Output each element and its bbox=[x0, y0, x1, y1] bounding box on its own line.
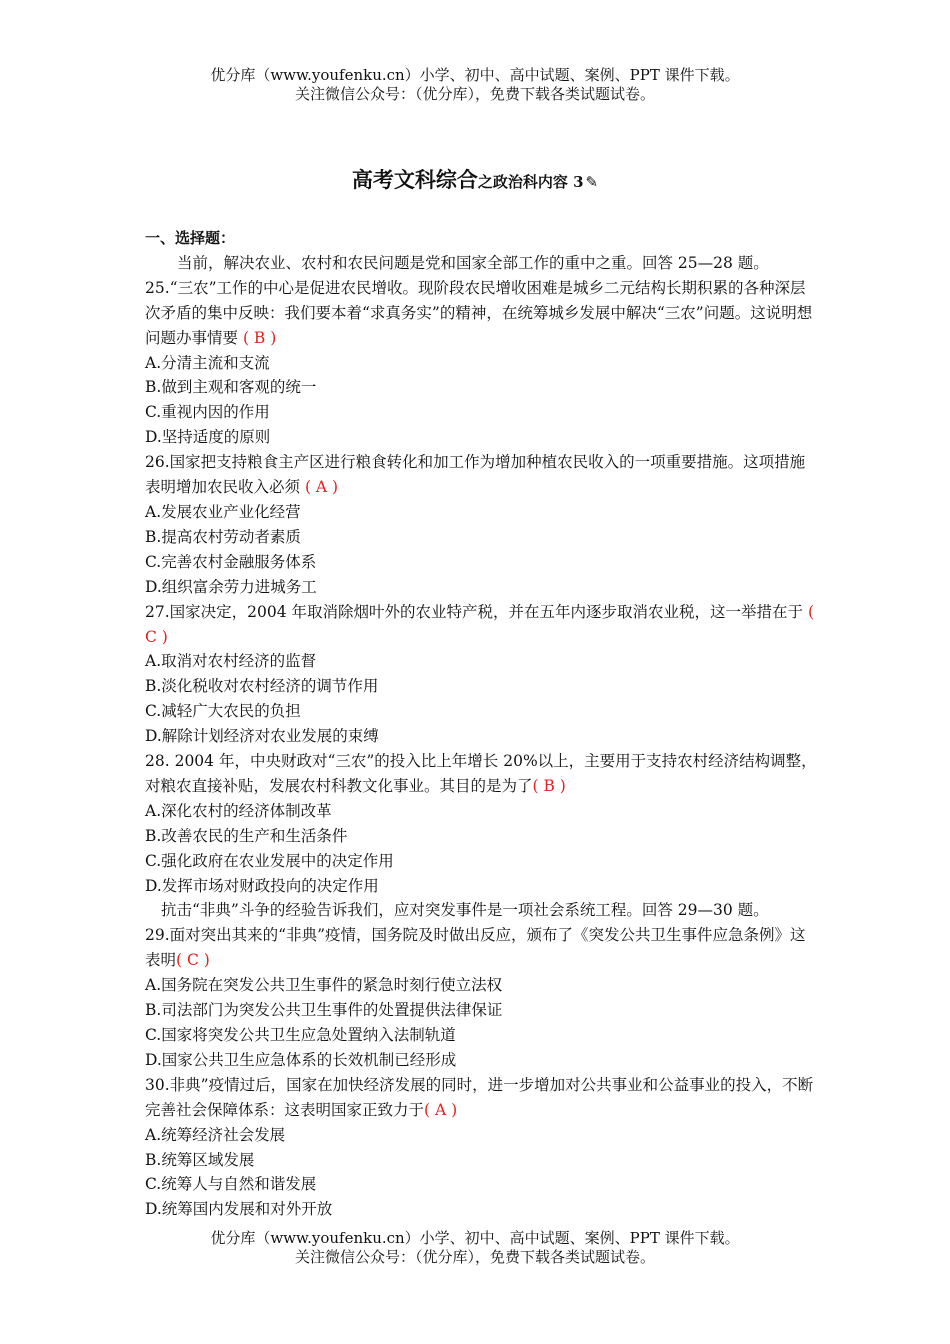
document-body bbox=[145, 226, 817, 1222]
section-heading: 一、选择题： bbox=[145, 229, 236, 247]
question-stem: 25.“三农”工作的中心是促进农民增收。现阶段农民增收困难是城乡二元结构长期积累的各种深层次矛盾的集中反映：我们要本着“求真务实”的精神，在统筹城乡发展中解决“三农”问题。这说明想问题办事情要 ( B ) bbox=[145, 278, 813, 347]
question-stem: 28. 2004 年，中央财政对“三农”的投入比上年增长 20%以上，主要用于支持农村经济结构调整，对粮农直接补贴，发展农村科教文化事业。其目的是为了( B ) bbox=[145, 752, 817, 795]
question-30 bbox=[145, 1073, 817, 1222]
option-c: C.统筹人与自然和谐发展 bbox=[145, 1175, 317, 1194]
option-a: A.统筹经济社会发展 bbox=[145, 1125, 286, 1144]
footer-line-2: 关注微信公众号：（优分库），免费下载各类试题试卷。 bbox=[294, 1248, 655, 1266]
option-b: B.改善农民的生产和生活条件 bbox=[145, 826, 348, 845]
question-27 bbox=[145, 600, 817, 749]
question-stem: 29.面对突出其来的“非典”疫情，国务院及时做出反应，颁布了《突发公共卫生事件应急条例》这表明( C ) bbox=[145, 926, 806, 970]
question-stem: 26.国家把支持粮食主产区进行粮食转化和加工作为增加种植农民收入的一项重要措施。这项措施表明增加农民收入必须 ( A ) bbox=[145, 453, 806, 497]
answer-mark: ( C ) bbox=[176, 951, 210, 970]
question-29 bbox=[145, 923, 817, 1072]
option-b: B.做到主观和客观的统一 bbox=[145, 378, 317, 397]
title-decoration-icon: ✎ bbox=[585, 173, 599, 191]
answer-mark: ( C ) bbox=[145, 602, 815, 646]
option-a: A.国务院在突发公共卫生事件的紧急时刻行使立法权 bbox=[145, 976, 503, 995]
answer-mark: ( B ) bbox=[532, 776, 566, 795]
group-intro-2: 抗击“非典”斗争的经验告诉我们，应对突发事件是一项社会系统工程。回答 29—30 题。 bbox=[161, 901, 769, 920]
title-sub: 之政治科内容 3 bbox=[477, 173, 584, 191]
title-main: 高考文科综合 bbox=[351, 168, 478, 192]
option-a: A.深化农村的经济体制改革 bbox=[145, 801, 332, 820]
option-d: D.坚持适度的原则 bbox=[145, 428, 271, 447]
page-header bbox=[0, 66, 950, 104]
question-stem: 27.国家决定，2004 年取消除烟叶外的农业特产税，并在五年内逐步取消农业税，这一举措在于 ( C ) bbox=[145, 602, 815, 646]
question-26 bbox=[145, 450, 817, 599]
answer-mark: ( A ) bbox=[424, 1100, 458, 1119]
option-c: C.减轻广大农民的负担 bbox=[145, 702, 301, 721]
option-a: A.发展农业产业化经营 bbox=[145, 502, 301, 521]
question-25 bbox=[145, 276, 817, 450]
option-d: D.组织富余劳力进城务工 bbox=[145, 577, 317, 596]
header-line-1: 优分库（www.youfenku.cn）小学、初中、高中试题、案例、PPT 课件下载。 bbox=[210, 66, 740, 84]
option-c: C.国家将突发公共卫生应急处置纳入法制轨道 bbox=[145, 1026, 456, 1044]
question-stem: 30.非典”疫情过后，国家在加快经济发展的同时，进一步增加对公共事业和公益事业的投入，不断完善社会保障体系：这表明国家正致力于( A ) bbox=[145, 1075, 814, 1119]
option-a: A.分清主流和支流 bbox=[145, 353, 270, 372]
option-d: D.国家公共卫生应急体系的长效机制已经形成 bbox=[145, 1050, 457, 1069]
option-b: B.淡化税收对农村经济的调节作用 bbox=[145, 677, 379, 696]
option-a: A.取消对农村经济的监督 bbox=[145, 652, 317, 671]
group-intro-1: 当前，解决农业、农村和农民问题是党和国家全部工作的重中之重。回答 25—28 题。 bbox=[177, 253, 769, 272]
page-footer bbox=[0, 1229, 950, 1267]
answer-mark: ( A ) bbox=[300, 478, 339, 497]
document-title bbox=[0, 164, 950, 194]
option-d: D.解除计划经济对农业发展的束缚 bbox=[145, 727, 379, 746]
option-b: B.司法部门为突发公共卫生事件的处置提供法律保证 bbox=[145, 1001, 503, 1020]
footer-line-1: 优分库（www.youfenku.cn）小学、初中、高中试题、案例、PPT 课件下载。 bbox=[210, 1229, 740, 1247]
option-c: C.完善农村金融服务体系 bbox=[145, 552, 317, 571]
option-b: B.提高农村劳动者素质 bbox=[145, 527, 301, 546]
option-d: D.统筹国内发展和对外开放 bbox=[145, 1200, 333, 1219]
header-line-2: 关注微信公众号：（优分库），免费下载各类试题试卷。 bbox=[294, 85, 655, 103]
question-28 bbox=[145, 749, 817, 898]
option-b: B.统筹区域发展 bbox=[145, 1150, 255, 1169]
option-c: C.强化政府在农业发展中的决定作用 bbox=[145, 851, 394, 870]
option-c: C.重视内因的作用 bbox=[145, 403, 270, 422]
option-d: D.发挥市场对财政投向的决定作用 bbox=[145, 876, 379, 895]
answer-mark: ( B ) bbox=[238, 328, 277, 347]
